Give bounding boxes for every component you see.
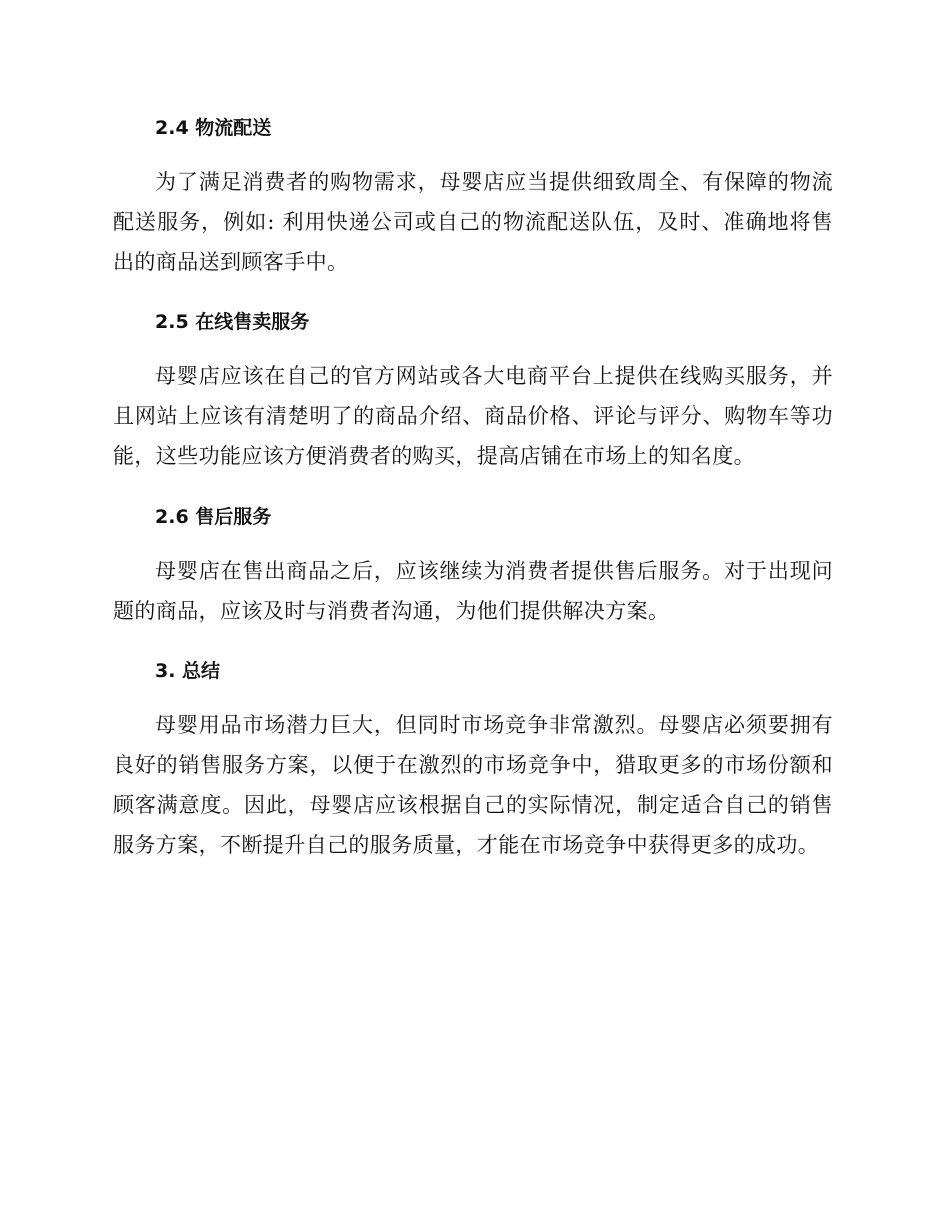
section-paragraph: 母婴店应该在自己的官方网站或各大电商平台上提供在线购买服务，并且网站上应该有清楚明了的商品介绍、商品价格、评论与评分、购物车等功能，这些功能应该方便消费者的购买，提高店铺在市场上的知名度。 (113, 364, 833, 468)
section-heading: 2.5 在线售卖服务 (155, 311, 310, 333)
section-paragraph: 为了满足消费者的购物需求，母婴店应当提供细致周全、有保障的物流配送服务，例如: 利用快递公司或自己的物流配送队伍，及时、准确地将售出的商品送到顾客手中。 (113, 170, 833, 274)
section-heading: 2.6 售后服务 (155, 506, 272, 528)
section-heading: 3. 总结 (155, 660, 221, 682)
section-online-sales (113, 302, 833, 492)
section-after-sales (113, 497, 833, 647)
section-logistics (113, 108, 833, 298)
section-paragraph: 母婴店在售出商品之后，应该继续为消费者提供售后服务。对于出现问题的商品，应该及时与消费者沟通，为他们提供解决方案。 (113, 559, 833, 623)
section-paragraph: 母婴用品市场潜力巨大，但同时市场竞争非常激烈。母婴店必须要拥有良好的销售服务方案，以便于在激烈的市场竞争中，猎取更多的市场份额和顾客满意度。因此，母婴店应该根据自己的实际情况，制定适合自己的销售服务方案，不断提升自己的服务质量，才能在市场竞争中获得更多的成功。 (113, 713, 833, 857)
section-summary (113, 651, 833, 881)
section-heading: 2.4 物流配送 (155, 117, 272, 139)
